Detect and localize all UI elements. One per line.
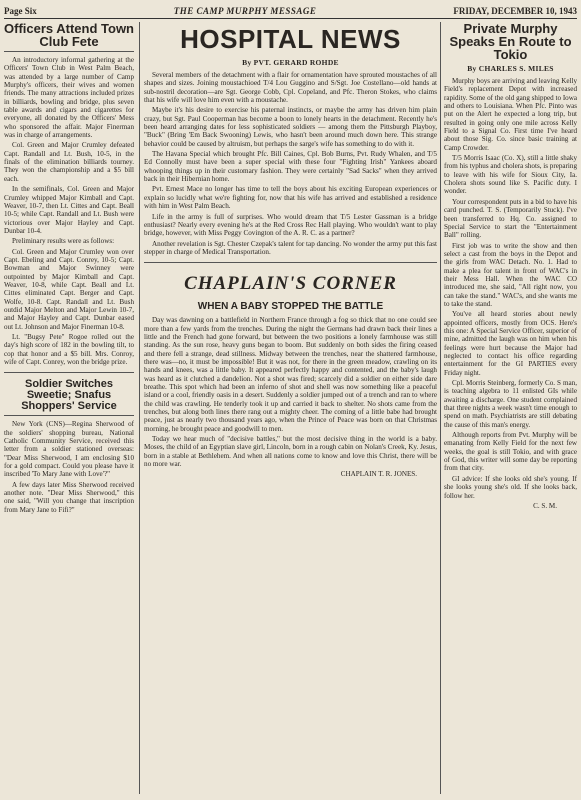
issue-date: FRIDAY, DECEMBER 10, 1943 (453, 6, 577, 16)
page-number: Page Six (4, 6, 37, 16)
newspaper-page (4, 4, 577, 796)
headline-sweetie: Soldier Switches Sweetie; Snafus Shoppers' Service (21, 378, 117, 413)
paragraph: Several members of the detachment with a flair for ornamentation have sprouted moustaches of all shapes and sizes. Joining moustachioed T/4 Lou Guggino and S/Sgt. Joe Costellano—old hands at sub-nostril decoration—are Sgt. George Cobb, Cpl. Copeland, and Pfc. Theron Stokes, who claims that his wife will love him even with a moustache. (144, 71, 437, 105)
signature-chaplain: CHAPLAIN T. R. JONES. (340, 470, 417, 479)
paragraph: The Havana Special which brought Pfc. Bill Caines, Cpl. Bob Burns, Pvt. Rudy Whalen, and T/5 Ed Connolly must have been a super special with these four "Fighting Irish" Yankees aboard whooping things up in their customary fashion. They were certainly "Sad Sacks" when they arrived back in their Hibernian home. (144, 150, 437, 184)
article-officers (4, 56, 134, 366)
article-private-murphy (444, 77, 577, 500)
paragraph: Day was dawning on a battlefield in Northern France through a fog so thick that no one could see more than a few yards from the trenches. During the night the Germans had drawn back their lines a little and the French had gone forward, but between the two positions a lonely farmhouse was still standing. As the sun rose, heavy guns began to boom. But suddenly on both sides the firing ceased and there fell a strange, dead stillness. Midway between the trenches, near the shattered farmhouse, there was—no, it must be impossible! But it was not, for there in the green meadow, crawling on its hands and knees, was a little baby. It appeared perfectly happy and contented, and the baby's laugh was heard as it clutched a dandelion. Not a shot was fired; scarcely did a soldier on either side dare breathe. This spot which had been an inferno of shot and shell was now something like a peaceful island or a cool, friendly oasis in a desert. Suddenly a soldier jumped out of a trench and ran to where the child was crawling. He tenderly took it up and carried it back to shelter. No shots came from the trenches, but along both lines there rang out a mighty cheer. The coming of a little babe had brought peace, just as nearly two thousand years ago, when the Prince of Peace was born on that Christmas morning, he brought peace and goodwill to men. (144, 316, 437, 433)
signature-csm: C. S. M. (533, 501, 557, 510)
article-baby-battle (144, 316, 437, 468)
headline-officers: Officers Attend Town Club Fete (4, 21, 134, 49)
article-hospital-news (144, 71, 437, 256)
divider (144, 262, 437, 263)
divider (4, 372, 134, 373)
paragraph: T/5 Morris Isaac (Co. X), still a little shaky from his typhus and cholera shots, is preparing to leave with his wife for Sioux City, Ia. Cholera shots sound like S. Pacific duty. I wonder. (444, 154, 577, 196)
paragraph: You've all heard stories about newly appointed officers, mostly from OCS. Here's this one: A Special Service Officer, superior of mine, admitted the laugh was on him when his feelings were hurt because the Major had neglected to contact his office regarding entertainment for the GI PARTIES every Friday night. (444, 310, 577, 377)
paragraph: Lt. "Bugsy Pete" Rogoe rolled out the day's high score of 182 in the bowling tilt, to cop that honor and a $5 bill. Mrs. Conroy, wife of Capt. Conrey, won the bridge prize. (4, 333, 134, 367)
paragraph: Col. Green and Major Crumley defeated Capt. Randall and Lt. Bush, 10-5, in the finals of the elimination billiards tourney. They won the championship and a $5 bill each. (4, 141, 134, 183)
paragraph: Your correspondent puts in a bid to have his card punched. T. S. (Temporarily Stuck). I've been transferred to Hq. Co. assigned to Special Service to start the "Entertainment Ball" rolling. (444, 197, 577, 240)
paragraph: Maybe it's his desire to exercise his paternal instincts, or maybe the army has driven him plain crazy, but Sgt. Paul Cooperman has become a boon to lonely hearts in the detachment. Recently he's been heard arranging dates for less sophisticated soldiers — among them the Pittsburgh Playboy, "Buck" (Bring 'Em Back Swooning) Lewis, who hasn't been around much down here. This strange behavior could be caused by altruism, but perhaps the sarge's wife has something to do with it. (144, 106, 437, 148)
paragraph: Col. Green and Major Crumley won over Capt. Ebeling and Capt. Conrey, 10-5; Capt. Bowman and Major Swinney were outpointed by Major Kimball and Capt. Weaver, 10-8, while Capt. Beall and Lt. Cittes eliminated Capt. Berger and Capt. Wolfe, 10-8. Capt. Randall and Lt. Bush outdid Major Melton and Major Lewin 10-7, and Major Hayley and Capt. Dunbar eased out Lt. Johnson and Major Finerman 10-8. (4, 247, 134, 331)
column-center (144, 22, 437, 478)
paragraph: New York (CNS)—Regina Sherwood of the soldiers' shopping bureau, National Catholic Community Service, received this letter from a soldier stationed overseas: "Dear Miss Sherwood, I am enclosing $10 for a gold compact. Could you please have it inscribed 'To Mary Jane with Love'?" (4, 420, 134, 479)
paragraph: Life in the army is full of surprises. Who would dream that T/5 Lester Gassman is a bridge enthusiast? Nearly every evening he's at the Red Cross Rec Hall playing. Who wouldn't want to play bridge, however, with Miss Peggy Covington of the A. R. C. as a partner? (144, 212, 437, 238)
paragraph: First job was to write the show and then select a cast from the boys in the Depot and the girls from WAC Detach. No. 1. Had to make a plea for talent in front of WAC's in their Mess Hall. When the WAC CO introduced me, she said, "All right now, you can take the stand." WAC's, and she wants me to take the stand. (444, 241, 577, 308)
page-header (4, 4, 577, 19)
subhead-baby-battle: WHEN A BABY STOPPED THE BATTLE (197, 301, 384, 313)
paragraph: Today we hear much of "decisive battles," but the most decisive thing in the world is a baby. Moses, the child of an Egyptian slave girl, Lincoln, born in a rough cabin on Nolan's Creek, Ky. Jesus, born in a stable at Bethlehem. And when all nations come to know and love this Christ, there will be no more war. (144, 435, 437, 469)
paragraph: Another revelation is Sgt. Chester Czepak's talent for tap dancing. No wonder the army put this fast stepper in charge of Medical Transportation. (144, 239, 437, 256)
headline-chaplains-corner: CHAPLAIN'S CORNER (184, 273, 397, 295)
paragraph: Pvt. Ernest Mace no longer has time to tell the boys about his exciting European experiences or explain so lucidly what we're fighting for, now that his wife has arrived and established a residence with him in West Palm Beach. (144, 185, 437, 211)
byline-rohde: By PVT. GERARD ROHDE (242, 58, 339, 67)
paragraph: Cpl. Morris Steinberg, formerly Co. S man, is teaching algebra to 11 enlisted GIs while awaiting a discharge. One student complained that three nights a week wasn't time enough to spend on math. Psychiatrists are still debating the cause of this man's energy. (444, 379, 577, 429)
paragraph: A few days later Miss Sherwood received another note. "Dear Miss Sherwood," this one said, "Will you change that inscription from Mary Jane to Fifi?" (4, 480, 134, 514)
column-rule (139, 22, 140, 794)
article-sweetie (4, 420, 134, 514)
paragraph: Although reports from Pvt. Murphy will be emanating from Kelly Field for the next few weeks, the goal is still Tokio, and with grace of God, this writer will some day be reporting from that city. (444, 431, 577, 473)
headline-private-murphy: Private Murphy Speaks En Route to Tokio (449, 21, 572, 62)
paragraph: Murphy boys are arriving and leaving Kelly Field's replacement Depot with increased rapidity. Some of the old gang shipped to Iowa and others to Louisiana. When Pfc. Pinto was put on the Alert he expected a long trip, but resulted in going only one mile across Kelly Field to a Signal Co. First time I've heard about those Sig. Co. since basic training at Camp Crowder. (444, 77, 577, 152)
paragraph: Preliminary results were as follows: (12, 237, 115, 246)
paragraph: GI advice: If she looks old she's young. If she looks young she's old. If she looks back, follow her. (444, 474, 577, 500)
headline-hospital-news: HOSPITAL NEWS (180, 24, 401, 54)
byline-miles: By CHARLES S. MILES (467, 64, 554, 73)
paper-name: THE CAMP MURPHY MESSAGE (173, 6, 317, 16)
paragraph: An introductory informal gathering at the Officers' Town Club in West Palm Beach, was attended by a large number of Camp Murphy's officers, their wives and women friends. The many attractions included prizes in billiards, bowling and bridge, plus seven table awards and cigars and cigarettes for everyone, all donated by the Officers' Mess who sponsored the affair. Major Finerman was in charge of arrangements. (4, 56, 134, 140)
paragraph: In the semifinals, Col. Green and Major Crumley whipped Major Kimball and Capt. Weaver, 10-7, then Lt. Cittes and Capt. Beall 10-5; while Capt. Randall and Lt. Bush were victorious over Major Hayley and Capt. Dunbar 10-4. (4, 185, 134, 235)
column-right (444, 22, 577, 510)
column-left (4, 22, 134, 516)
column-rule (440, 22, 441, 794)
